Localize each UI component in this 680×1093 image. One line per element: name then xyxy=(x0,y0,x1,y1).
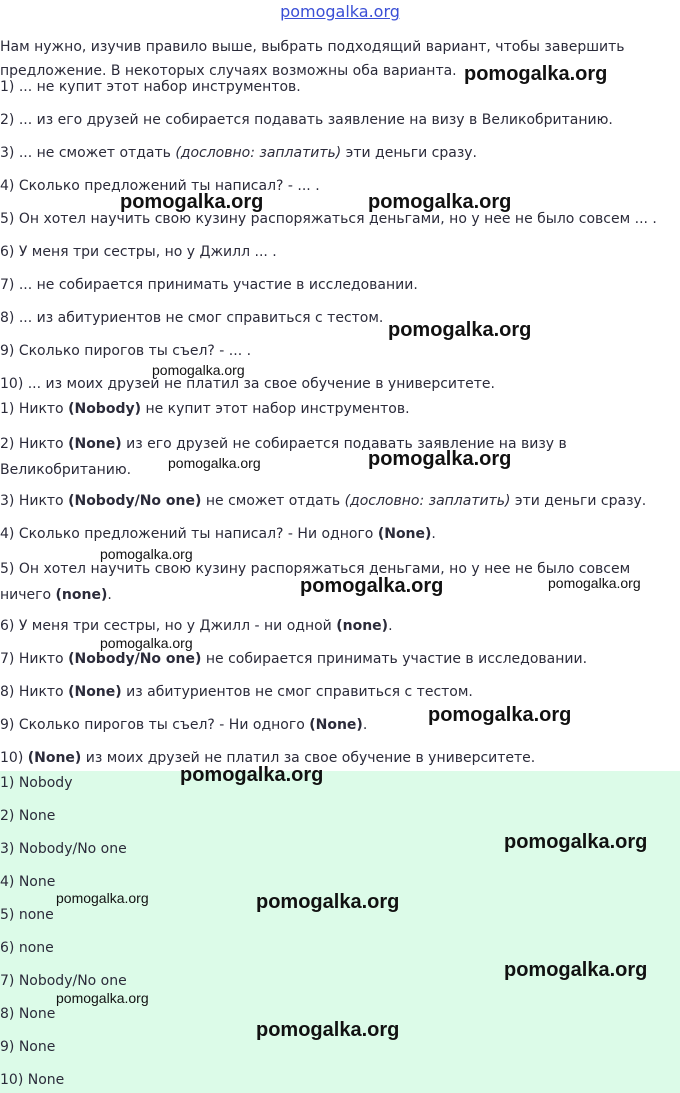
answers-section xyxy=(0,771,680,1093)
question-item: 8) ... из абитуриентов не смог справиться с тестом. xyxy=(0,310,384,326)
watermark: pomogalka.org xyxy=(100,546,193,562)
answer-item: 1) Nobody xyxy=(0,775,73,791)
watermark: pomogalka.org xyxy=(168,455,261,471)
watermark: pomogalka.org xyxy=(504,959,648,981)
watermark: pomogalka.org xyxy=(256,1019,400,1041)
answer-item: 6) none xyxy=(0,940,54,956)
solution-item: 1) Никто (Nobody) не купит этот набор инструментов. xyxy=(0,401,410,417)
solution-item: 4) Сколько предложений ты написал? - Ни одного (None). xyxy=(0,526,436,542)
watermark: pomogalka.org xyxy=(256,891,400,913)
solution-item: 6) У меня три сестры, но у Джилл - ни одной (none). xyxy=(0,618,393,634)
intro-text: Нам нужно, изучив правило выше, выбрать подходящий вариант, чтобы завершить предложение. В некоторых случаях возможны оба варианта. xyxy=(0,39,625,79)
watermark: pomogalka.org xyxy=(504,831,648,853)
watermark: pomogalka.org xyxy=(548,575,641,591)
watermark: pomogalka.org xyxy=(464,63,608,85)
question-item: 1) ... не купит этот набор инструментов. xyxy=(0,79,301,95)
solution-item: 5) Он хотел научить свою кузину распоряжаться деньгами, но у нее не было совсем ничего (none). xyxy=(0,561,631,603)
question-item: 3) ... не сможет отдать (дословно: заплатить) эти деньги сразу. xyxy=(0,145,478,161)
answer-item: 7) Nobody/No one xyxy=(0,973,127,989)
watermark: pomogalka.org xyxy=(56,890,149,906)
solution-item: 2) Никто (None) из его друзей не собирается подавать заявление на визу в Великобританию. xyxy=(0,436,567,478)
watermark: pomogalka.org xyxy=(180,764,324,786)
site-link[interactable]: pomogalka.org xyxy=(280,2,400,21)
answer-item: 8) None xyxy=(0,1006,56,1022)
answer-item: 5) none xyxy=(0,907,54,923)
watermark: pomogalka.org xyxy=(388,319,532,341)
watermark: pomogalka.org xyxy=(56,990,149,1006)
question-item: 9) Сколько пирогов ты съел? - ... . xyxy=(0,343,252,359)
answer-item: 9) None xyxy=(0,1039,56,1055)
watermark: pomogalka.org xyxy=(120,191,264,213)
solution-item: 10) (None) из моих друзей не платил за свое обучение в университете. xyxy=(0,750,536,766)
question-item: 2) ... из его друзей не собирается подавать заявление на визу в Великобританию. xyxy=(0,112,613,128)
watermark: pomogalka.org xyxy=(100,635,193,651)
watermark: pomogalka.org xyxy=(428,704,572,726)
answer-item: 10) None xyxy=(0,1072,65,1088)
answer-item: 2) None xyxy=(0,808,56,824)
question-item: 6) У меня три сестры, но у Джилл ... . xyxy=(0,244,277,260)
solution-item: 7) Никто (Nobody/No one) не собирается принимать участие в исследовании. xyxy=(0,651,588,667)
watermark: pomogalka.org xyxy=(152,362,245,378)
question-item: 4) Сколько предложений ты написал? - ... . xyxy=(0,178,320,194)
answer-item: 3) Nobody/No one xyxy=(0,841,127,857)
question-item: 10) ... из моих друзей не платил за свое обучение в университете. xyxy=(0,376,495,392)
question-item: 7) ... не собирается принимать участие в исследовании. xyxy=(0,277,418,293)
solution-item: 9) Сколько пирогов ты съел? - Ни одного (None). xyxy=(0,717,368,733)
question-item: 5) Он хотел научить свою кузину распоряжаться деньгами, но у нее не было совсем ... . xyxy=(0,211,657,227)
answer-item: 4) None xyxy=(0,874,56,890)
watermark: pomogalka.org xyxy=(368,191,512,213)
watermark: pomogalka.org xyxy=(300,575,444,597)
solution-item: 3) Никто (Nobody/No one) не сможет отдать (дословно: заплатить) эти деньги сразу. xyxy=(0,493,647,509)
watermark: pomogalka.org xyxy=(368,448,512,470)
solution-item: 8) Никто (None) из абитуриентов не смог справиться с тестом. xyxy=(0,684,473,700)
